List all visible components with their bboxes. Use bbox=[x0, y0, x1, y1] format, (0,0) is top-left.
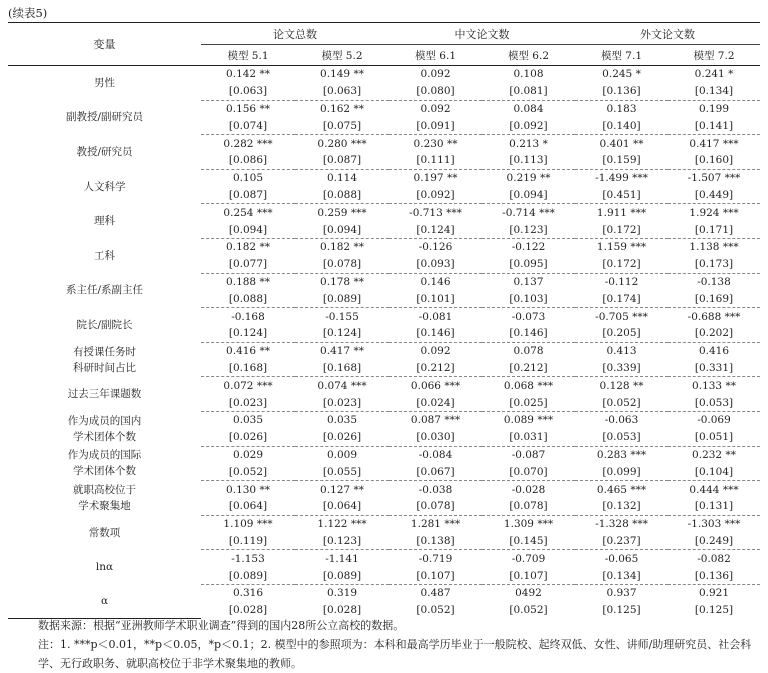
standard-error-cell: [0.160] bbox=[668, 152, 760, 169]
variable-label bbox=[8, 411, 201, 446]
standard-error-cell: [0.067] bbox=[389, 463, 482, 480]
standard-error-cell: [0.055] bbox=[295, 463, 389, 480]
group-header-chinese-papers: 中文论文数 bbox=[389, 23, 575, 45]
standard-error-cell: [0.088] bbox=[295, 187, 389, 204]
standard-error-cell: [0.078] bbox=[389, 498, 482, 515]
standard-error-cell: [0.089] bbox=[295, 290, 389, 307]
coefficient-cell: 0.142 ** bbox=[226, 68, 270, 81]
standard-error-cell: [0.237] bbox=[575, 533, 668, 550]
standard-error-cell: [0.095] bbox=[482, 256, 575, 273]
standard-error-cell: [0.101] bbox=[389, 290, 482, 307]
standard-error-cell: [0.125] bbox=[694, 604, 734, 617]
variable-label-line: 工科 bbox=[94, 249, 115, 262]
variable-label-line: 作为成员的国际 bbox=[67, 449, 142, 462]
coefficient-cell: -0.122 bbox=[511, 241, 546, 254]
table-row bbox=[8, 481, 760, 498]
standard-error-cell: [0.168] bbox=[201, 360, 295, 377]
standard-error-cell: [0.451] bbox=[575, 187, 668, 204]
standard-error-cell: [0.132] bbox=[575, 498, 668, 515]
variable-label bbox=[8, 100, 201, 135]
variable-label bbox=[8, 550, 201, 585]
standard-error-cell: [0.064] bbox=[295, 498, 389, 515]
standard-error-cell: [0.025] bbox=[482, 394, 575, 411]
coefficient-cell: -0.713 *** bbox=[409, 206, 462, 219]
table-row bbox=[8, 273, 760, 290]
variable-label-line: 系主任/系副主任 bbox=[65, 284, 144, 297]
standard-error-cell: [0.077] bbox=[201, 256, 295, 273]
variable-label-line: 科研时间占比 bbox=[73, 361, 136, 374]
coefficient-cell: 1.159 *** bbox=[596, 241, 647, 254]
standard-error-cell: [0.124] bbox=[201, 325, 295, 342]
standard-error-cell: [0.078] bbox=[482, 498, 575, 515]
standard-error-cell: [0.078] bbox=[295, 256, 389, 273]
standard-error-cell: [0.104] bbox=[668, 463, 760, 480]
variable-label bbox=[8, 169, 201, 204]
standard-error-cell: [0.169] bbox=[668, 290, 760, 307]
coefficient-cell: -0.082 bbox=[697, 552, 731, 565]
coefficient-cell: 0.197 ** bbox=[413, 172, 458, 185]
standard-error-cell: [0.092] bbox=[389, 187, 482, 204]
standard-error-cell: [0.145] bbox=[482, 533, 575, 550]
coefficient-cell: -0.714 *** bbox=[502, 206, 555, 219]
standard-error-cell: [0.123] bbox=[482, 221, 575, 238]
coefficient-cell: -1.507 *** bbox=[687, 172, 741, 185]
standard-error-cell: [0.093] bbox=[389, 256, 482, 273]
regression-table bbox=[8, 22, 760, 619]
variable-label bbox=[8, 204, 201, 239]
standard-error-cell: [0.136] bbox=[668, 567, 760, 584]
coefficient-cell: -0.709 bbox=[511, 552, 546, 565]
standard-error-cell: [0.053] bbox=[668, 394, 760, 411]
coefficient-cell: -1.141 bbox=[325, 552, 359, 565]
standard-error-cell: [0.131] bbox=[668, 498, 760, 515]
coefficient-cell: -0.112 bbox=[604, 275, 639, 288]
variable-label bbox=[8, 66, 201, 101]
standard-error-cell: [0.053] bbox=[575, 429, 668, 446]
coefficient-cell: 0.182 ** bbox=[320, 241, 364, 254]
coefficient-cell: 0.465 *** bbox=[596, 483, 647, 496]
standard-error-cell: [0.063] bbox=[295, 83, 389, 100]
table-row bbox=[8, 550, 760, 567]
coefficient-cell: 0.280 *** bbox=[317, 137, 367, 150]
coefficient-cell: 0.149 ** bbox=[320, 68, 364, 81]
standard-error-cell: [0.212] bbox=[482, 360, 575, 377]
coefficient-cell: 0.259 *** bbox=[317, 206, 367, 219]
variable-label bbox=[8, 342, 201, 377]
standard-error-cell: [0.028] bbox=[322, 604, 362, 617]
standard-error-cell: [0.146] bbox=[389, 325, 482, 342]
coefficient-cell: 0.416 bbox=[698, 345, 730, 358]
variable-label bbox=[8, 515, 201, 550]
standard-error-cell: [0.026] bbox=[295, 429, 389, 446]
coefficient-cell: 0.072 *** bbox=[223, 379, 273, 392]
coefficient-cell: 0.444 *** bbox=[689, 483, 739, 496]
standard-error-cell: [0.051] bbox=[668, 429, 760, 446]
standard-error-cell: [0.174] bbox=[575, 290, 668, 307]
coefficient-cell: 1.122 *** bbox=[317, 518, 367, 531]
coefficient-cell: 0.133 ** bbox=[692, 379, 736, 392]
standard-error-cell: [0.134] bbox=[575, 567, 668, 584]
table-row bbox=[8, 66, 760, 83]
standard-error-cell: [0.141] bbox=[668, 117, 760, 134]
variable-label-line: 有授课任务时 bbox=[73, 345, 136, 358]
table-caption: (续表5) bbox=[8, 6, 48, 20]
table-row bbox=[8, 342, 760, 359]
coefficient-cell: -0.126 bbox=[418, 241, 453, 254]
coefficient-cell: 1.309 *** bbox=[503, 518, 554, 531]
variable-label-line: 学术团体个数 bbox=[73, 430, 136, 443]
table-row bbox=[8, 204, 760, 221]
coefficient-cell: -0.168 bbox=[231, 310, 265, 323]
standard-error-cell: [0.089] bbox=[201, 567, 295, 584]
standard-error-cell: [0.113] bbox=[482, 152, 575, 169]
coefficient-cell: 0.066 *** bbox=[410, 379, 461, 392]
coefficient-cell: -0.038 bbox=[418, 483, 453, 496]
model-header: 模型 5.1 bbox=[201, 45, 295, 66]
coefficient-cell: -1.499 *** bbox=[595, 172, 648, 185]
coefficient-cell: 0.230 ** bbox=[413, 137, 458, 150]
coefficient-cell: 0.078 bbox=[513, 345, 544, 358]
standard-error-cell: [0.063] bbox=[201, 83, 295, 100]
standard-error-cell: [0.087] bbox=[295, 152, 389, 169]
standard-error-cell: [0.119] bbox=[201, 533, 295, 550]
coefficient-cell: 0.108 bbox=[513, 68, 544, 81]
coefficient-cell: 0.241 * bbox=[694, 68, 734, 81]
coefficient-cell: 0.316 bbox=[232, 587, 264, 600]
coefficient-cell: 0.009 bbox=[326, 448, 358, 461]
standard-error-cell: [0.103] bbox=[482, 290, 575, 307]
variable-label-line: 学术团体个数 bbox=[73, 465, 136, 478]
coefficient-cell: 0.114 bbox=[326, 172, 358, 185]
standard-error-cell: [0.099] bbox=[575, 463, 668, 480]
standard-error-cell: [0.212] bbox=[389, 360, 482, 377]
coefficient-cell: 0.156 ** bbox=[226, 102, 270, 115]
standard-error-cell: [0.081] bbox=[482, 83, 575, 100]
coefficient-cell: 0.087 *** bbox=[410, 414, 461, 427]
standard-error-cell: [0.064] bbox=[201, 498, 295, 515]
coefficient-cell: 0.283 *** bbox=[596, 448, 647, 461]
coefficient-cell: 0.092 bbox=[420, 345, 451, 358]
coefficient-cell: -0.688 *** bbox=[687, 310, 741, 323]
coefficient-cell: -0.081 bbox=[418, 310, 453, 323]
standard-error-cell: [0.087] bbox=[201, 187, 295, 204]
coefficient-cell: 1.911 *** bbox=[596, 206, 647, 219]
coefficient-cell: 0.162 ** bbox=[320, 102, 364, 115]
coefficient-cell: 0.188 ** bbox=[226, 275, 270, 288]
standard-error-cell: [0.331] bbox=[668, 360, 760, 377]
coefficient-cell: 1.138 *** bbox=[689, 241, 739, 254]
standard-error-cell: [0.140] bbox=[575, 117, 668, 134]
standard-error-cell: [0.052] bbox=[201, 463, 295, 480]
standard-error-cell: [0.159] bbox=[575, 152, 668, 169]
standard-error-cell: [0.052] bbox=[416, 604, 455, 617]
variable-label bbox=[8, 308, 201, 343]
coefficient-cell: 0.417 *** bbox=[689, 137, 739, 150]
coefficient-cell: 0.417 ** bbox=[320, 345, 364, 358]
table-row bbox=[8, 377, 760, 394]
variable-label bbox=[8, 273, 201, 308]
variable-label bbox=[8, 238, 201, 273]
variable-label-line: 男性 bbox=[94, 77, 115, 90]
standard-error-cell: [0.030] bbox=[389, 429, 482, 446]
standard-error-cell: [0.052] bbox=[575, 394, 668, 411]
standard-error-cell: [0.172] bbox=[575, 256, 668, 273]
standard-error-cell: [0.031] bbox=[482, 429, 575, 446]
coefficient-cell: -1.303 *** bbox=[687, 518, 741, 531]
variable-header: 变量 bbox=[8, 23, 201, 66]
coefficient-cell: -0.069 bbox=[697, 414, 731, 427]
standard-error-cell: [0.339] bbox=[575, 360, 668, 377]
coefficient-cell: 0.213 * bbox=[509, 137, 548, 150]
standard-error-cell: [0.107] bbox=[389, 567, 482, 584]
table-row bbox=[8, 238, 760, 255]
standard-error-cell: [0.111] bbox=[389, 152, 482, 169]
coefficient-cell: 0.282 *** bbox=[223, 137, 273, 150]
coefficient-cell: 0.401 ** bbox=[599, 137, 644, 150]
coefficient-cell: -0.084 bbox=[418, 448, 453, 461]
coefficient-cell: 0.254 *** bbox=[223, 206, 273, 219]
standard-error-cell: [0.134] bbox=[668, 83, 760, 100]
coefficient-cell: 0.921 bbox=[698, 587, 730, 600]
model-header: 模型 5.2 bbox=[295, 45, 389, 66]
model-header: 模型 7.2 bbox=[668, 45, 760, 66]
variable-label bbox=[8, 135, 201, 170]
variable-label-line: lnα bbox=[95, 561, 114, 574]
data-source-note: 数据来源：根据“亚洲教师学术职业调查”得到的国内28所公立高校的数据。 bbox=[38, 619, 405, 632]
coefficient-cell: 0.183 bbox=[606, 102, 637, 115]
coefficient-cell: 0.219 ** bbox=[506, 172, 551, 185]
coefficient-cell: -0.087 bbox=[511, 448, 546, 461]
standard-error-cell: [0.107] bbox=[482, 567, 575, 584]
variable-label-line: 人文科学 bbox=[83, 180, 126, 193]
model-header: 模型 7.1 bbox=[575, 45, 668, 66]
coefficient-cell: 1.109 *** bbox=[223, 518, 273, 531]
table-row bbox=[8, 515, 760, 532]
table-row bbox=[8, 135, 760, 152]
coefficient-cell: 0.128 ** bbox=[599, 379, 644, 392]
coefficient-cell: 0.035 bbox=[232, 414, 264, 427]
variable-label-line: 过去三年课题数 bbox=[67, 388, 142, 401]
footnote: 注：1. ***p＜0.01，**p＜0.05，*p＜0.1；2. 模型中的参照项为：本科和最高学历毕业于一般院校、起终双低、女性、讲师/助理研究员、社会科学、无行政职务、就职高校位于非学术聚集地的教师。 bbox=[38, 638, 752, 670]
coefficient-cell: 0.319 bbox=[326, 587, 358, 600]
standard-error-cell: [0.074] bbox=[201, 117, 295, 134]
table-row bbox=[8, 411, 760, 428]
variable-label-line: 院长/副院长 bbox=[76, 318, 133, 331]
coefficient-cell: 0.199 bbox=[698, 102, 730, 115]
standard-error-cell: [0.168] bbox=[295, 360, 389, 377]
standard-error-cell: [0.094] bbox=[201, 221, 295, 238]
coefficient-cell: 1.281 *** bbox=[410, 518, 461, 531]
variable-label-line: 常数项 bbox=[88, 526, 121, 539]
model-header: 模型 6.2 bbox=[482, 45, 575, 66]
coefficient-cell: 0.089 *** bbox=[503, 414, 554, 427]
coefficient-cell: 0.084 bbox=[513, 102, 544, 115]
standard-error-cell: [0.092] bbox=[482, 117, 575, 134]
table-row bbox=[8, 446, 760, 463]
standard-error-cell: [0.171] bbox=[668, 221, 760, 238]
coefficient-cell: 0.105 bbox=[232, 172, 264, 185]
variable-label bbox=[8, 377, 201, 412]
standard-error-cell: [0.249] bbox=[668, 533, 760, 550]
table-body bbox=[8, 66, 760, 619]
coefficient-cell: -0.065 bbox=[604, 552, 639, 565]
variable-label-line: 教授/研究员 bbox=[76, 145, 133, 158]
model-header: 模型 6.1 bbox=[389, 45, 482, 66]
table-row bbox=[8, 169, 760, 186]
table-row bbox=[8, 100, 760, 117]
table-row bbox=[8, 308, 760, 325]
standard-error-cell: [0.088] bbox=[201, 290, 295, 307]
coefficient-cell: 0.029 bbox=[232, 448, 264, 461]
standard-error-cell: [0.094] bbox=[482, 187, 575, 204]
standard-error-cell: [0.026] bbox=[201, 429, 295, 446]
standard-error-cell: [0.173] bbox=[668, 256, 760, 273]
coefficient-cell: 0.035 bbox=[326, 414, 358, 427]
variable-label-line: 学术聚集地 bbox=[78, 499, 131, 512]
standard-error-cell: [0.075] bbox=[295, 117, 389, 134]
coefficient-cell: 1.924 *** bbox=[689, 206, 739, 219]
table-row bbox=[8, 584, 760, 601]
standard-error-cell: [0.124] bbox=[389, 221, 482, 238]
coefficient-cell: 0.245 * bbox=[602, 68, 641, 81]
standard-error-cell: [0.123] bbox=[295, 533, 389, 550]
coefficient-cell: 0.092 bbox=[420, 102, 451, 115]
coefficient-cell: -0.705 *** bbox=[595, 310, 648, 323]
coefficient-cell: 0.092 bbox=[420, 68, 451, 81]
coefficient-cell: 0.413 bbox=[606, 345, 637, 358]
standard-error-cell: [0.205] bbox=[575, 325, 668, 342]
coefficient-cell: 0.487 bbox=[420, 587, 451, 600]
standard-error-cell: [0.023] bbox=[295, 394, 389, 411]
standard-error-cell: [0.028] bbox=[228, 604, 268, 617]
standard-error-cell: [0.089] bbox=[295, 567, 389, 584]
standard-error-cell: [0.023] bbox=[201, 394, 295, 411]
group-header-foreign-papers: 外文论文数 bbox=[575, 23, 760, 45]
coefficient-cell: -1.153 bbox=[231, 552, 265, 565]
standard-error-cell: [0.094] bbox=[295, 221, 389, 238]
variable-label bbox=[8, 584, 201, 618]
standard-error-cell: [0.124] bbox=[295, 325, 389, 342]
coefficient-cell: 0.146 bbox=[420, 275, 451, 288]
variable-label-line: 就职高校位于 bbox=[73, 483, 136, 496]
coefficient-cell: -0.028 bbox=[511, 483, 546, 496]
variable-label-line: 理科 bbox=[94, 215, 115, 228]
coefficient-cell: -0.719 bbox=[418, 552, 453, 565]
standard-error-cell: [0.138] bbox=[389, 533, 482, 550]
coefficient-cell: -0.073 bbox=[511, 310, 546, 323]
coefficient-cell: 0.068 *** bbox=[503, 379, 554, 392]
table-notes bbox=[8, 616, 760, 673]
coefficient-cell: 0.137 bbox=[513, 275, 544, 288]
standard-error-cell: [0.091] bbox=[389, 117, 482, 134]
coefficient-cell: 0.074 *** bbox=[317, 379, 367, 392]
variable-label bbox=[8, 481, 201, 516]
variable-label-line: α bbox=[100, 595, 109, 608]
group-header-total-papers: 论文总数 bbox=[201, 23, 389, 45]
standard-error-cell: [0.449] bbox=[668, 187, 760, 204]
variable-label-line: 副教授/副研究员 bbox=[65, 111, 144, 124]
coefficient-cell: -0.063 bbox=[604, 414, 639, 427]
coefficient-cell: 0.130 ** bbox=[226, 483, 270, 496]
coefficient-cell: -1.328 *** bbox=[595, 518, 648, 531]
coefficient-cell: 0.232 ** bbox=[692, 448, 736, 461]
coefficient-cell: -0.138 bbox=[697, 275, 731, 288]
standard-error-cell: [0.052] bbox=[509, 604, 548, 617]
standard-error-cell: [0.172] bbox=[575, 221, 668, 238]
standard-error-cell: [0.086] bbox=[201, 152, 295, 169]
coefficient-cell: 0.127 ** bbox=[320, 483, 364, 496]
standard-error-cell: [0.024] bbox=[389, 394, 482, 411]
coefficient-cell: 0.182 ** bbox=[226, 241, 270, 254]
standard-error-cell: [0.080] bbox=[389, 83, 482, 100]
coefficient-cell: -0.155 bbox=[325, 310, 359, 323]
variable-label-line: 作为成员的国内 bbox=[67, 414, 142, 427]
coefficient-cell: 0.416 ** bbox=[226, 345, 270, 358]
coefficient-cell: 0492 bbox=[515, 587, 542, 600]
standard-error-cell: [0.125] bbox=[602, 604, 641, 617]
variable-label bbox=[8, 446, 201, 481]
coefficient-cell: 0.937 bbox=[606, 587, 637, 600]
standard-error-cell: [0.136] bbox=[575, 83, 668, 100]
standard-error-cell: [0.202] bbox=[668, 325, 760, 342]
standard-error-cell: [0.146] bbox=[482, 325, 575, 342]
standard-error-cell: [0.070] bbox=[482, 463, 575, 480]
coefficient-cell: 0.178 ** bbox=[320, 275, 364, 288]
